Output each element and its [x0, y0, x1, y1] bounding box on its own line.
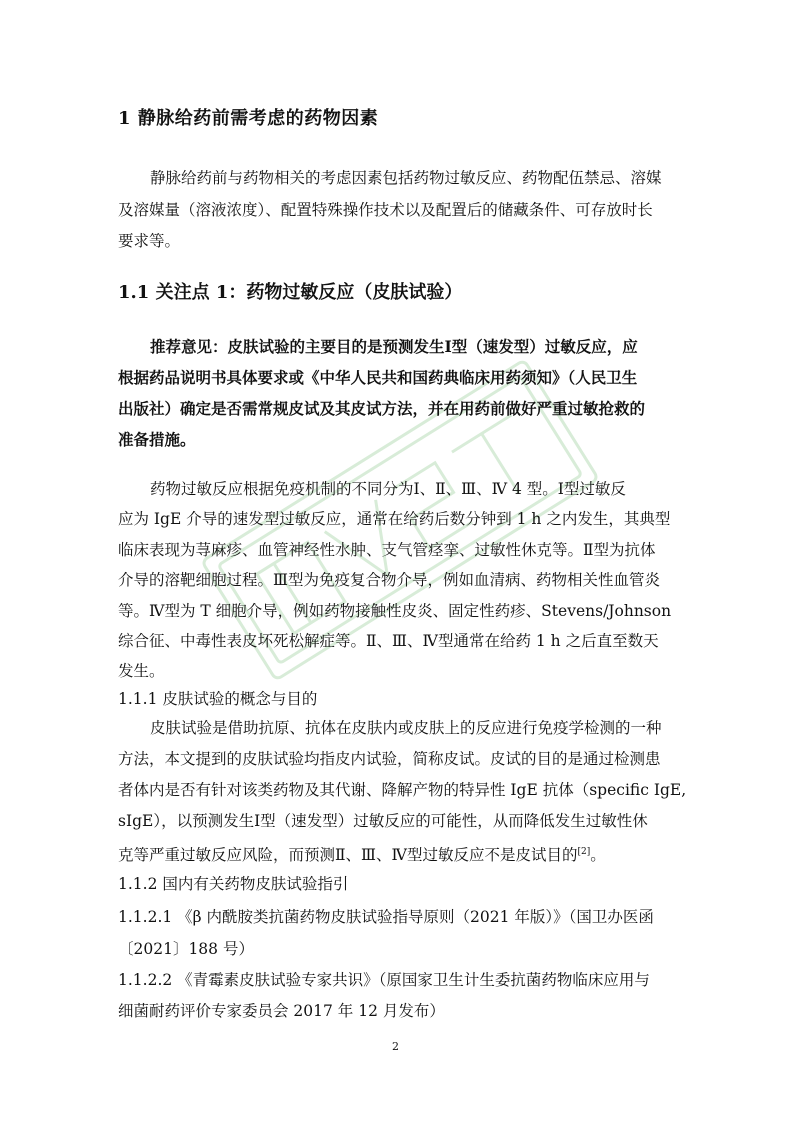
intro-line-3: 要求等。: [118, 232, 181, 250]
types-line-3: 临床表现为荨麻疹、血管神经性水肿、支气管痉挛、过敏性休克等。Ⅱ型为抗体: [118, 541, 656, 559]
item-1-1-2-1-line-2: 〔2021〕188 号）: [118, 940, 254, 958]
types-line-6: 综合征、中毒性表皮坏死松解症等。Ⅱ、Ⅲ、Ⅳ型通常在给药 1 h 之后直至数天: [118, 632, 659, 650]
recommendation-line-4: 准备措施。: [118, 430, 196, 449]
recommendation-line-1: 推荐意见：皮肤试验的主要目的是预测发生Ⅰ型（速发型）过敏反应，应: [150, 337, 638, 356]
recommendation-line-2: 根据药品说明书具体要求或《中华人民共和国药典临床用药须知》（人民卫生: [118, 368, 638, 387]
skintest-line-1: 皮肤试验是借助抗原、抗体在皮肤内或皮肤上的反应进行免疫学检测的一种: [150, 719, 662, 737]
skintest-line-5: [118, 842, 606, 865]
types-line-2: 应为 IgE 介导的速发型过敏反应，通常在给药后数分钟到 1 h 之内发生，其典型: [118, 510, 671, 528]
item-1-1-2-2-line-2: 细菌耐药评价专家委员会 2017 年 12 月发布）: [118, 1002, 445, 1020]
skintest-line-2: 方法，本文提到的皮肤试验均指皮内试验，简称皮试。皮试的目的是通过检测患: [118, 750, 661, 768]
citation-tail: 。: [590, 846, 606, 865]
item-1-1-2-1-line-1: 1.1.2.1 《β 内酰胺类抗菌药物皮肤试验指导原则（2021 年版）》（国卫办医函: [118, 908, 654, 926]
page-number: 2: [392, 1040, 399, 1053]
skintest-line-4: sIgE），以预测发生Ⅰ型（速发型）过敏反应的可能性，从而降低发生过敏性休: [118, 812, 648, 830]
types-line-1: 药物过敏反应根据免疫机制的不同分为Ⅰ、Ⅱ、Ⅲ、Ⅳ 4 型。Ⅰ型过敏反: [150, 480, 626, 498]
subheading-1-1-1: 1.1.1 皮肤试验的概念与目的: [118, 690, 318, 708]
skintest-line-3: 者体内是否有针对该类药物及其代谢、降解产物的特异性 IgE 抗体（specific IgE,: [118, 781, 687, 799]
types-line-4: 介导的溶靶细胞过程。Ⅲ型为免疫复合物介导，例如血清病、药物相关性血管炎: [118, 571, 660, 589]
types-line-7: 发生。: [118, 662, 165, 680]
item-1-1-2-2-line-1: 1.1.2.2 《青霉素皮肤试验专家共识》（原国家卫生计生委抗菌药物临床应用与: [118, 971, 650, 989]
types-line-5: 等。Ⅳ型为 T 细胞介导，例如药物接触性皮炎、固定性药疹、Stevens/Johnson: [118, 602, 672, 620]
intro-line-1: 静脉给药前与药物相关的考虑因素包括药物过敏反应、药物配伍禁忌、溶媒: [150, 169, 662, 187]
citation-reference: [2]: [577, 847, 591, 857]
skintest-line-5-text: 克等严重过敏反应风险，而预测Ⅱ、Ⅲ、Ⅳ型过敏反应不是皮试目的: [118, 846, 578, 865]
section-heading-1-1: 1.1 关注点 1：药物过敏反应（皮肤试验）: [118, 282, 463, 303]
section-heading-1: 1 静脉给药前需考虑的药物因素: [118, 108, 379, 129]
recommendation-line-3: 出版社）确定是否需常规皮试及其皮试方法，并在用药前做好严重过敏抢救的: [118, 399, 646, 418]
intro-line-2: 及溶媒量（溶液浓度）、配置特殊操作技术以及配置后的储藏条件、可存放时长: [118, 201, 653, 219]
subheading-1-1-2: 1.1.2 国内有关药物皮肤试验指引: [118, 875, 349, 893]
